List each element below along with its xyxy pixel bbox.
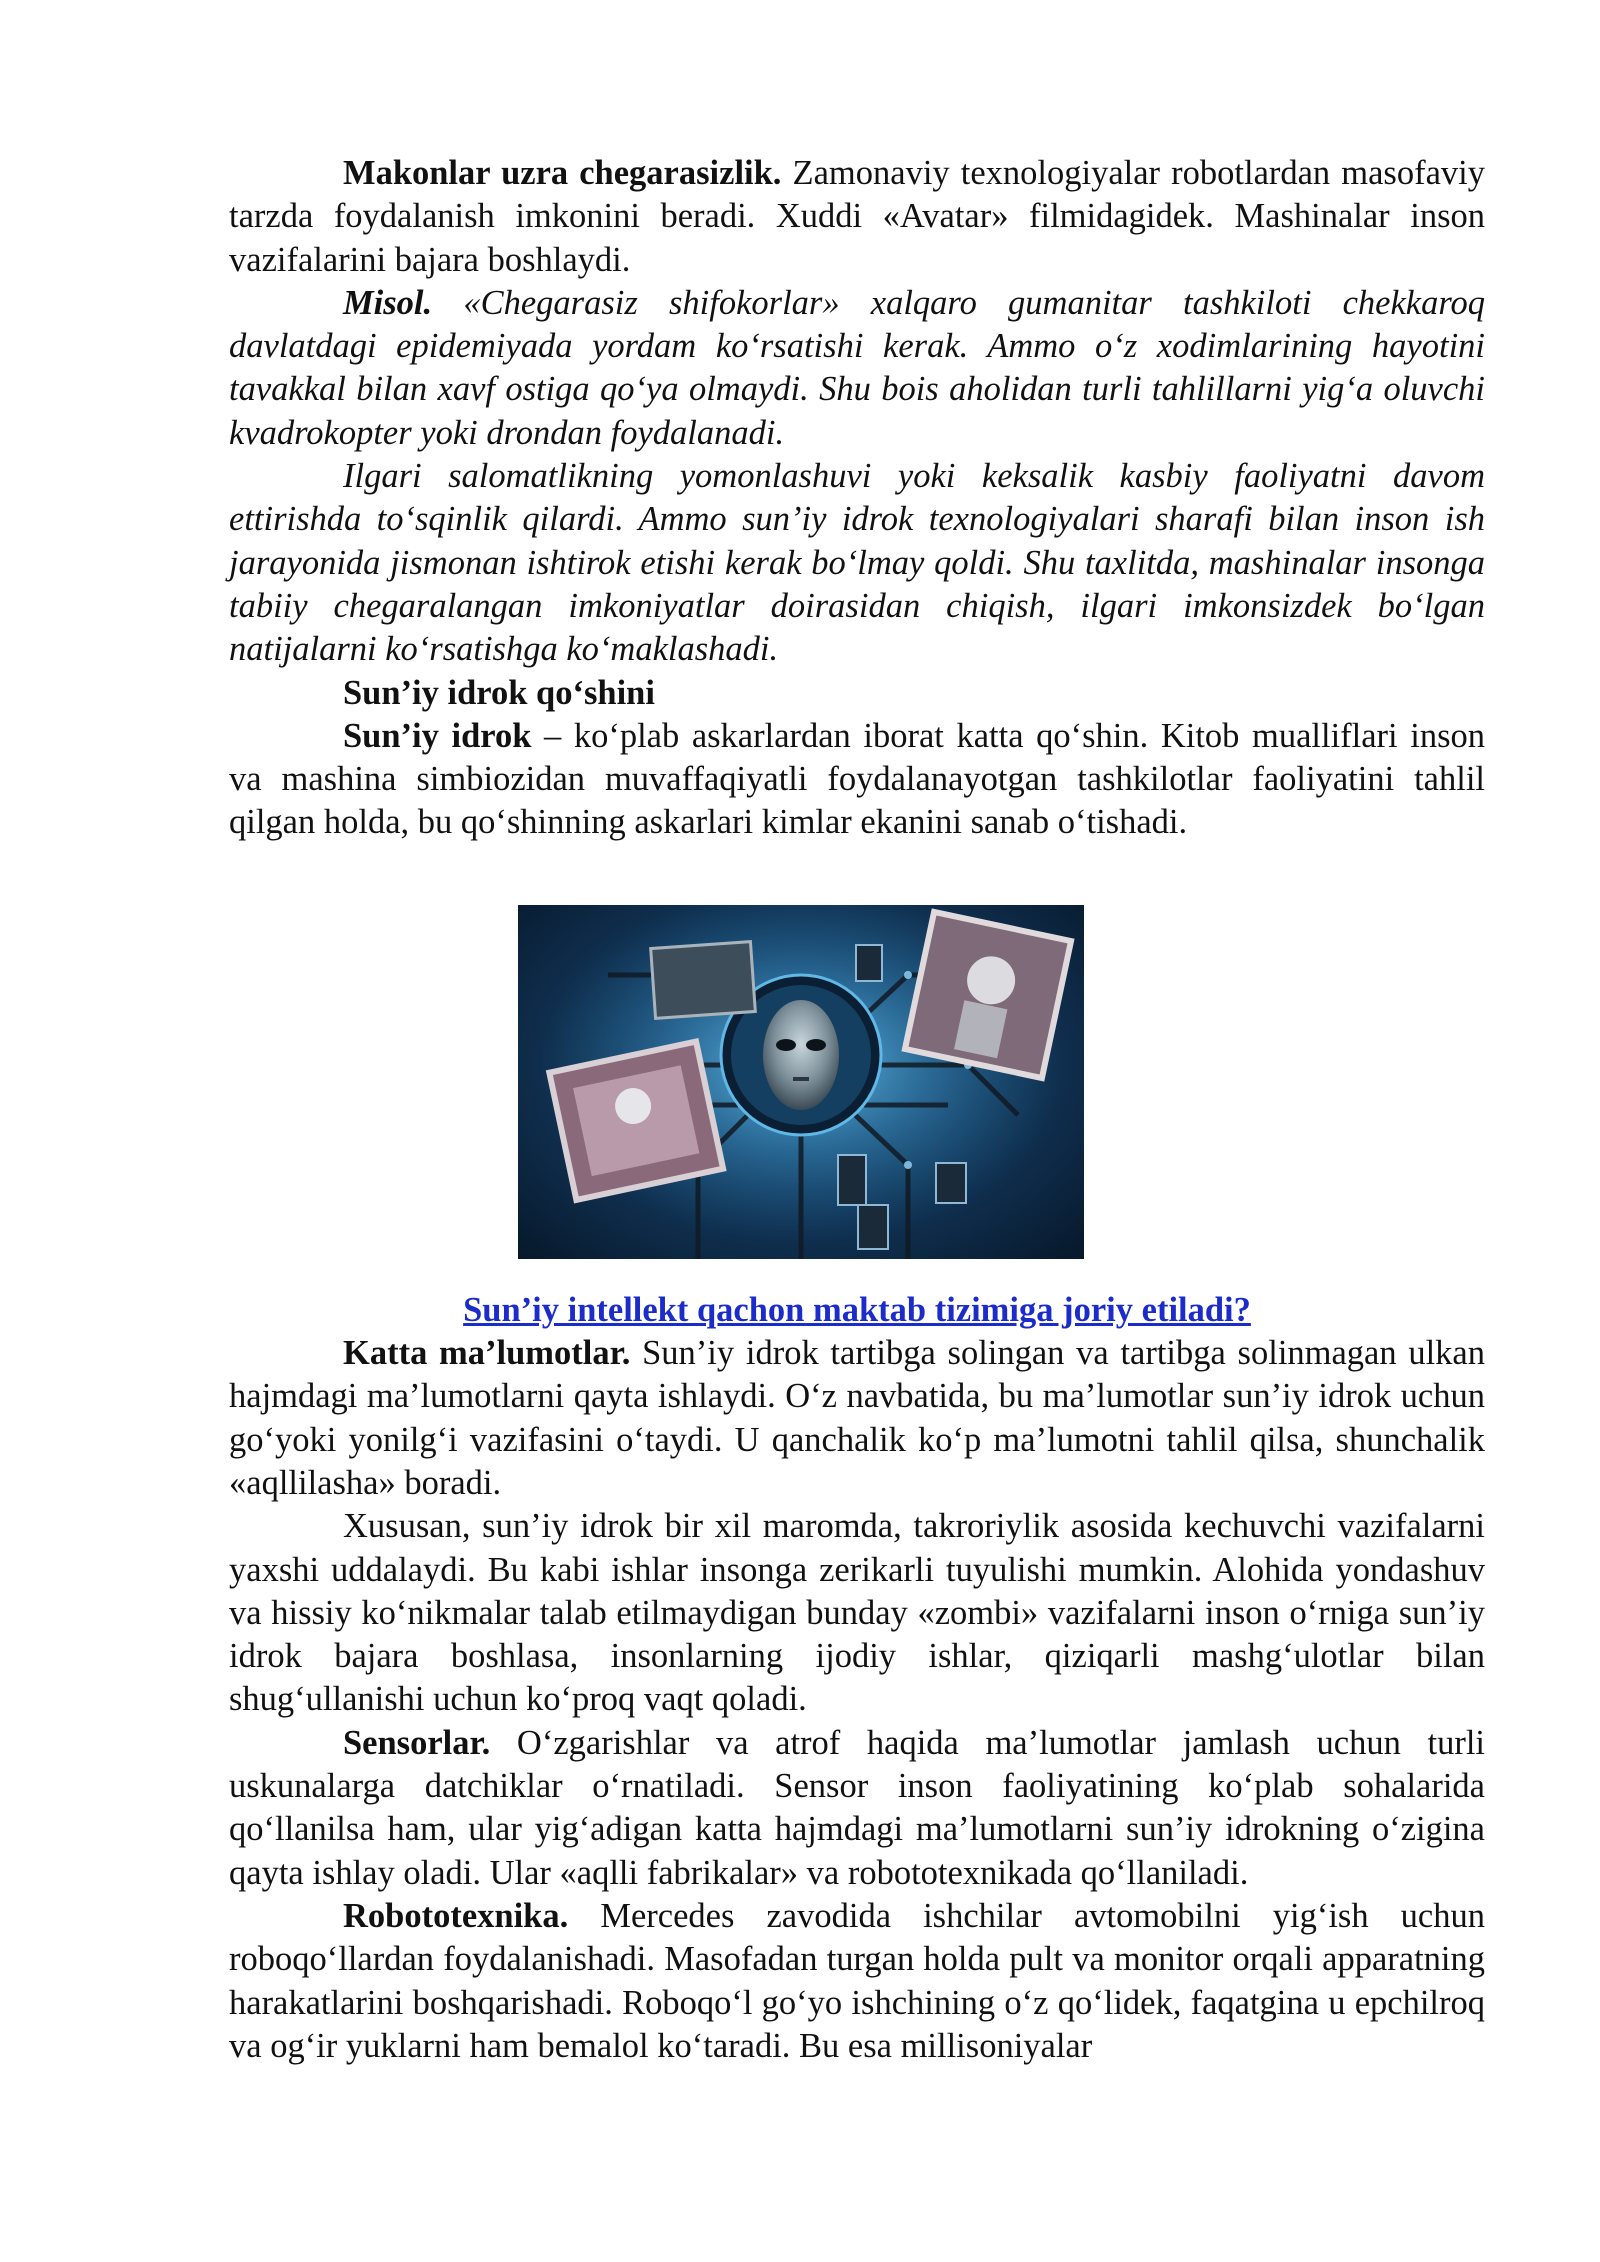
paragraph-ilgari — [229, 455, 1485, 671]
paragraph-text: – ko‘plab askarlardan iborat katta qo‘shin. Kitob mualliflari inson va mashina simbiozidan muvaffaqiyatli foydalanayotgan tashkilotlar faoliyatini tahlil qilgan holda, bu qo‘shinning askarlari kimlar ekanini sanab o‘tishadi. — [229, 716, 1485, 842]
paragraph-xususan — [229, 1505, 1485, 1721]
caption-link[interactable]: Sun’iy intellekt qachon maktab tizimiga joriy etiladi? — [463, 1290, 1251, 1329]
paragraph-text: O‘zgarishlar va atrof haqida ma’lumotlar jamlash uchun turli uskunalarga datchiklar o‘rnatiladi. Sensor inson faoliyatining ko‘plab sohalarida qo‘llanilsa ham, ular yig‘adigan katta hajmdagi ma’lumotlarni sun’iy idrokning o‘zigina qayta ishlay oladi. Ular «aqlli fabrikalar» va robototexnikada qo‘llaniladi. — [229, 1723, 1485, 1892]
figure-caption — [229, 1289, 1485, 1332]
paragraph-lead: Sun’iy idrok — [343, 716, 532, 755]
paragraph-lead: Misol. — [343, 283, 433, 322]
document-body — [229, 152, 1485, 2068]
ai-illustration-image — [518, 905, 1084, 1259]
paragraph-sensorlar — [229, 1722, 1485, 1895]
ai-illustration-svg — [518, 905, 1084, 1259]
paragraph-katta-malumotlar — [229, 1332, 1485, 1505]
paragraph-suniy-idrok — [229, 715, 1485, 845]
paragraph-text: Xususan, sun’iy idrok bir xil maromda, takroriylik asosida kechuvchi vazifalarni yaxshi uddalaydi. Bu kabi ishlar insonga zerikarli tuyulishi mumkin. Alohida yondashuv va hissiy ko‘nikmalar talab etilmaydigan bunday «zombi» vazifalarni inson o‘rniga sun’iy idrok bajara boshlasa, insonlarning ijodiy ishlar, qiziqarli mashg‘ulotlar bilan shug‘ullanishi uchun ko‘proq vaqt qoladi. — [229, 1507, 1485, 1719]
paragraph-lead: Katta ma’lumotlar. — [343, 1334, 631, 1373]
paragraph-makonlar — [229, 152, 1485, 282]
paragraph-robototexnika — [229, 1895, 1485, 2068]
section-heading: Sun’iy idrok qo‘shini — [343, 673, 655, 712]
paragraph-misol — [229, 282, 1485, 455]
paragraph-lead: Sensorlar. — [343, 1723, 491, 1762]
paragraph-lead: Robototexnika. — [343, 1896, 569, 1935]
paragraph-lead: Makonlar uzra chegarasizlik. — [343, 154, 782, 192]
figure — [229, 905, 1485, 1259]
paragraph-text: Mercedes zavodida ishchilar avtomobilni yig‘ish uchun roboqo‘llardan foydalanishadi. Masofadan turgan holda pult va monitor orqali apparatning harakatlarini boshqarishadi. Roboqo‘l go‘yo ishchining o‘z qo‘lidek, faqatgina u epchilroq va og‘ir yuklarni ham bemalol ko‘taradi. Bu esa millisoniyalar — [229, 1896, 1485, 2065]
paragraph-text: Ilgari salomatlikning yomonlashuvi yoki keksalik kasbiy faoliyatni davom ettirishda to‘sqinlik qilardi. Ammo sun’iy idrok texnologiyalari sharafi bilan inson ish jarayonida jismonan ishtirok etishi kerak bo‘lmay qoldi. Shu taxlitda, mashinalar insonga tabiiy chegaralangan imkoniyatlar doirasidan chiqish, ilgari imkonsizdek bo‘lgan natijalarni ko‘rsatishga ko‘maklashadi. — [229, 457, 1485, 669]
paragraph-text: Sun’iy idrok tartibga solingan va tartibga solinmagan ulkan hajmdagi ma’lumotlarni qayta ishlaydi. O‘z navbatida, bu ma’lumotlar sun’iy idrok uchun go‘yoki yonilg‘i vazifasini o‘taydi. U qanchalik ko‘p ma’lumotni tahlil qilsa, shunchalik «aqllilasha» boradi. — [229, 1334, 1485, 1502]
paragraph-text: «Chegarasiz shifokorlar» xalqaro gumanitar tashkiloti chekkaroq davlatdagi epidemiyada yordam ko‘rsatishi kerak. Ammo o‘z xodimlarining hayotini tavakkal bilan xavf ostiga qo‘ya olmaydi. Shu bois aholidan turli tahlillarni yig‘a oluvchi kvadrokopter yoki drondan foydalanadi. — [229, 283, 1485, 452]
paragraph-text: Zamonaviy texnologiyalar robotlardan masofaviy tarzda foydalanish imkonini beradi. Xuddi «Avatar» filmidagidek. Mashinalar inson vazifalarini bajara boshlaydi. — [229, 154, 1485, 279]
